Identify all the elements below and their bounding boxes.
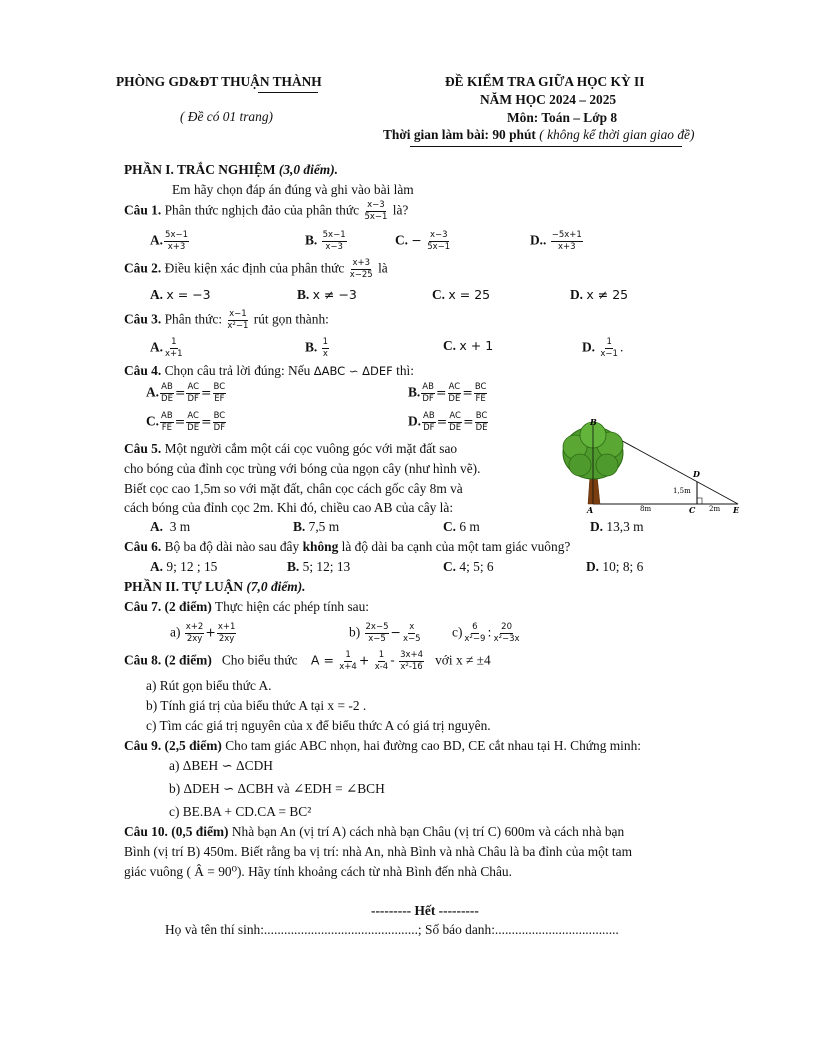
q3-fraction: $\frac{x-1}{\text{x²−1}}$ (227, 309, 249, 331)
question-10-line3: giác vuông ( Â = 90⁰). Hãy tính khoảng cách từ nhà Bình đến nhà Châu. (124, 864, 512, 879)
question-2: Câu 2. Điều kiện xác định của phân thức $\frac{x+3}{x-25}$ là (124, 258, 388, 280)
q2-fraction: $\frac{x+3}{x-25}$ (349, 258, 373, 280)
header-rule-left (258, 92, 318, 93)
q3-option-d: D. $\frac{1}{x-1}$ . (582, 337, 624, 359)
q5-options (0, 519, 816, 541)
question-10-line2: Bình (vị trí B) 450m. Biết rằng ba vị trí: nhà An, nhà Bình và nhà Châu là ba đỉnh của một tam (124, 844, 633, 859)
q1-option-d: D.. $\frac{-5x+1}{x+3}$ (530, 230, 582, 252)
q8-part-b: b) Tính giá trị của biểu thức A tại x = -2 . (146, 698, 367, 713)
school-department: PHÒNG GD&ĐT THUẬN THÀNH (116, 74, 322, 89)
question-4: Câu 4. Chọn câu trả lời đúng: Nếu ΔABC ∽ ΔDEF thì: (124, 363, 414, 378)
q6-options (0, 559, 816, 581)
tree-shadow-figure (560, 415, 750, 517)
q5-option-a: A. 3 m (150, 519, 191, 534)
distance-ac-label: 8m (640, 505, 652, 513)
question-5-line4: cách bóng của đỉnh cọc 2m. Khi đó, chiều cao AB của cây là: (124, 500, 454, 515)
q6-option-b: B. 5; 12; 13 (287, 559, 351, 574)
part2-heading: PHẦN II. TỰ LUẬN (7,0 điểm). (124, 579, 306, 594)
q2-option-c: C. x = 25 (432, 287, 491, 302)
q1-option-b: B. $\frac{5x-1}{x-3}$ (305, 230, 346, 252)
question-5-line3: Biết cọc cao 1,5m so với mặt đất, chân cọc cách gốc cây 8m và (124, 481, 463, 496)
q4-option-b: B. $\frac{AB}{DF}$ = $\frac{AC}{DE}$ = $\frac{BC}{FE}$ (408, 382, 487, 404)
q5-option-d: D. 13,3 m (590, 519, 644, 534)
q6-option-d: D. 10; 8; 6 (586, 559, 644, 574)
q3-options (0, 338, 816, 360)
q7-parts (0, 619, 816, 647)
time-line (383, 127, 694, 143)
candidate-info-line: Họ và tên thí sinh:..............................................; Số báo danh:..................................... (165, 922, 619, 937)
q1-options (0, 231, 816, 253)
subject-line: Môn: Toán – Lớp 8 (507, 110, 618, 125)
time-bold: Thời gian làm bài: 90 phút (383, 127, 536, 142)
part1-heading: PHẦN I. TRẮC NGHIỆM (3,0 điểm). (124, 162, 339, 177)
right-angle-mark (697, 498, 702, 504)
q7-part-b: b) $\frac{2x-5}{x-5}$ − $\frac{x}{x-5}$ (349, 622, 421, 644)
page-count-note: ( Đề có 01 trang) (180, 109, 273, 124)
question-6: Câu 6. Bộ ba độ dài nào sau đây không là độ dài ba cạnh của một tam giác vuông? (124, 539, 571, 554)
point-e-label: E (733, 505, 740, 515)
q2-options (0, 287, 816, 309)
q4-options-row1 (0, 383, 816, 409)
point-b-label: B (590, 417, 597, 427)
q4-option-c: C. $\frac{AB}{FE}$ = $\frac{AC}{DE}$ = $\frac{BC}{DF}$ (146, 411, 226, 433)
q2-option-d: D. x ≠ 25 (570, 287, 629, 302)
question-10-line1: Câu 10. (0,5 điểm) Nhà bạn An (vị trí A) cách nhà bạn Châu (vị trí C) 600m và cách nhà bạn (124, 824, 625, 839)
header-rule-right (410, 146, 682, 147)
q5-option-c: C. 6 m (443, 519, 480, 534)
q3-option-c: C. x + 1 (443, 338, 494, 353)
question-9: Câu 9. (2,5 điểm) Cho tam giác ABC nhọn, hai đường cao BD, CE cắt nhau tại H. Chứng minh: (124, 738, 642, 753)
q4-option-a: A. $\frac{AB}{DE}$ = $\frac{AC}{DF}$ = $\frac{BC}{EF}$ (146, 382, 226, 404)
q5-option-b: B. 7,5 m (293, 519, 340, 534)
distance-ce-label: 2m (709, 505, 721, 513)
exam-title: ĐỀ KIỂM TRA GIỮA HỌC KỲ II (445, 74, 645, 89)
q4-option-d: D. $\frac{AB}{DF}$ = $\frac{AC}{DE}$ = $\frac{BC}{DE}$ (408, 411, 488, 433)
q3-option-b: B. $\frac{1}{x}$ (305, 337, 329, 359)
point-c-label: C (689, 505, 696, 515)
question-7: Câu 7. (2 điểm) Thực hiện các phép tính sau: (124, 599, 370, 614)
stake-height-label: 1,5m (673, 487, 691, 495)
q2-option-a: A. x = −3 (150, 287, 211, 302)
q3-option-a: A. $\frac{1}{x+1}$ (150, 337, 183, 359)
school-year: NĂM HỌC 2024 – 2025 (480, 92, 617, 107)
q1-fraction: $\frac{x-3}{5x-1}$ (364, 200, 388, 222)
q9-part-c: c) BE.BA + CD.CA = BC² (169, 804, 312, 819)
question-5-line2: cho bóng của đỉnh cọc trùng với bóng của ngọn cây (như hình vẽ). (124, 461, 481, 476)
end-marker: --------- Hết --------- (371, 903, 479, 918)
q9-part-b: b) ΔDEH ∽ ΔCBH và ∠EDH = ∠BCH (169, 781, 385, 796)
question-5-line1: Câu 5. Một người cắm một cái cọc vuông góc với mặt đất sao (124, 441, 458, 456)
point-a-label: A (587, 505, 594, 515)
q8-part-c: c) Tìm các giá trị nguyên của x để biểu thức A có giá trị nguyên. (146, 718, 491, 733)
q1-option-a: A. $\frac{5x-1}{x+3}$ (150, 230, 188, 252)
question-8: Câu 8. (2 điểm) Cho biểu thức A = $\frac{1}{x+4}$ + $\frac{1}{x-4}$ - $\frac{3x+4}{\text{x²-16}}$ với x ≠ ±4 (124, 650, 491, 672)
part1-instruction: Em hãy chọn đáp án đúng và ghi vào bài làm (172, 182, 414, 197)
point-d-label: D (693, 469, 700, 479)
q8-part-a: a) Rút gọn biểu thức A. (146, 678, 272, 693)
q2-option-b: B. x ≠ −3 (297, 287, 357, 302)
time-note: ( không kể thời gian giao đề) (539, 127, 695, 142)
q7-part-c: c) $\frac{6}{\text{x²−9}}$ : $\frac{20}{\text{x²−3x}}$ (452, 622, 520, 644)
q9-part-a: a) ΔBEH ∽ ΔCDH (169, 758, 273, 773)
q1-option-c: C. − $\frac{x-3}{5x-1}$ (395, 230, 451, 252)
question-3: Câu 3. Phân thức: $\frac{x-1}{\text{x²−1}}$ rút gọn thành: (124, 309, 329, 331)
question-1: Câu 1. Phân thức nghịch đảo của phân thức $\frac{x-3}{5x-1}$ là? (124, 200, 409, 222)
q6-option-c: C. 4; 5; 6 (443, 559, 494, 574)
q6-option-a: A. 9; 12 ; 15 (150, 559, 218, 574)
q7-part-a: a) $\frac{x+2}{2xy}$ + $\frac{x+1}{2xy}$ (170, 622, 236, 644)
